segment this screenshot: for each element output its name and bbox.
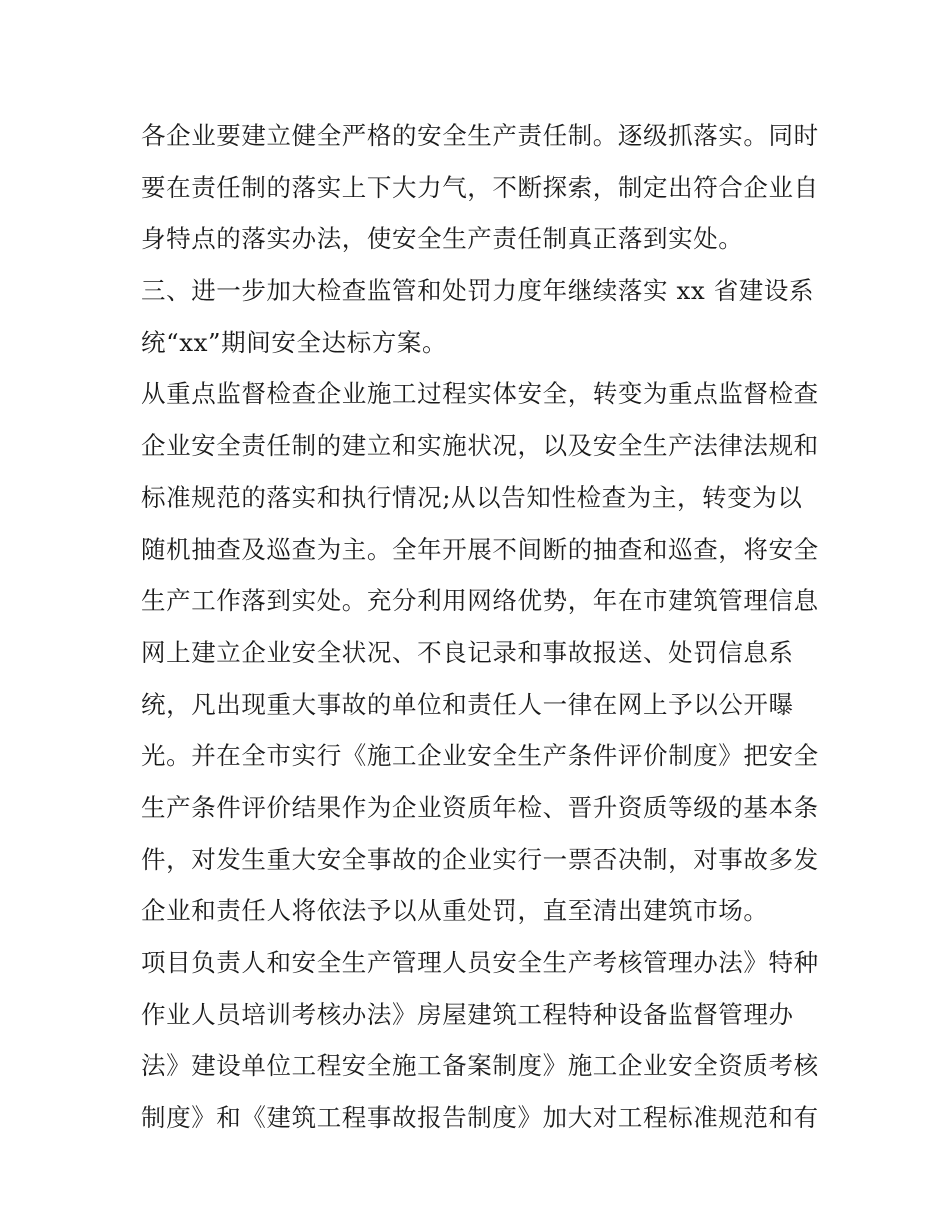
document-body	[141, 110, 821, 1144]
text-line: 光。并在全市实行《施工企业安全生产条件评价制度》把安全	[141, 741, 819, 771]
text-line: 各企业要建立健全严格的安全生产责任制。逐级抓落实。同时	[141, 121, 819, 150]
text-line: 要在责任制的落实上下大力气，不断探索，制定出符合企业自	[141, 172, 819, 202]
text-line: 项目负责人和安全生产管理人员安全生产考核管理办法》特种	[141, 948, 819, 977]
text-line: 网上建立企业安全状况、不良记录和事故报送、处罚信息系	[141, 637, 794, 667]
text-line: 法》建设单位工程安全施工备案制度》施工企业安全资质考核	[141, 1051, 819, 1081]
text-line: 制度》和《建筑工程事故报告制度》加大对工程标准规范和有	[141, 1103, 819, 1133]
text-line: 企业安全责任制的建立和实施状况，以及安全生产法律法规和	[141, 431, 819, 461]
text-line: 标准规范的落实和执行情况;从以告知性检查为主，转变为以	[141, 482, 803, 512]
text-line: 生产条件评价结果作为企业资质年检、晋升资质等级的基本条	[141, 792, 819, 822]
section-heading-line: 三、进一步加大检查监管和处罚力度年继续落实 xx 省建设系	[141, 276, 815, 306]
text-line: 从重点监督检查企业施工过程实体安全，转变为重点监督检查	[141, 379, 819, 409]
text-line: 企业和责任人将依法予以从重处罚，直至清出建筑市场。	[141, 896, 769, 926]
section-heading-line: 统“xx”期间安全达标方案。	[141, 327, 448, 357]
text-line: 件，对发生重大安全事故的企业实行一票否决制，对事故多发	[141, 844, 819, 874]
text-line: 统，凡出现重大事故的单位和责任人一律在网上予以公开曝	[141, 689, 794, 719]
text-line: 随机抽查及巡查为主。全年开展不间断的抽查和巡查，将安全	[141, 534, 819, 564]
text-line: 作业人员培训考核办法》房屋建筑工程特种设备监督管理办	[141, 999, 794, 1029]
text-line: 生产工作落到实处。充分利用网络优势，年在市建筑管理信息	[141, 586, 819, 616]
text-line: 身特点的落实办法，使安全生产责任制真正落到实处。	[141, 224, 744, 254]
